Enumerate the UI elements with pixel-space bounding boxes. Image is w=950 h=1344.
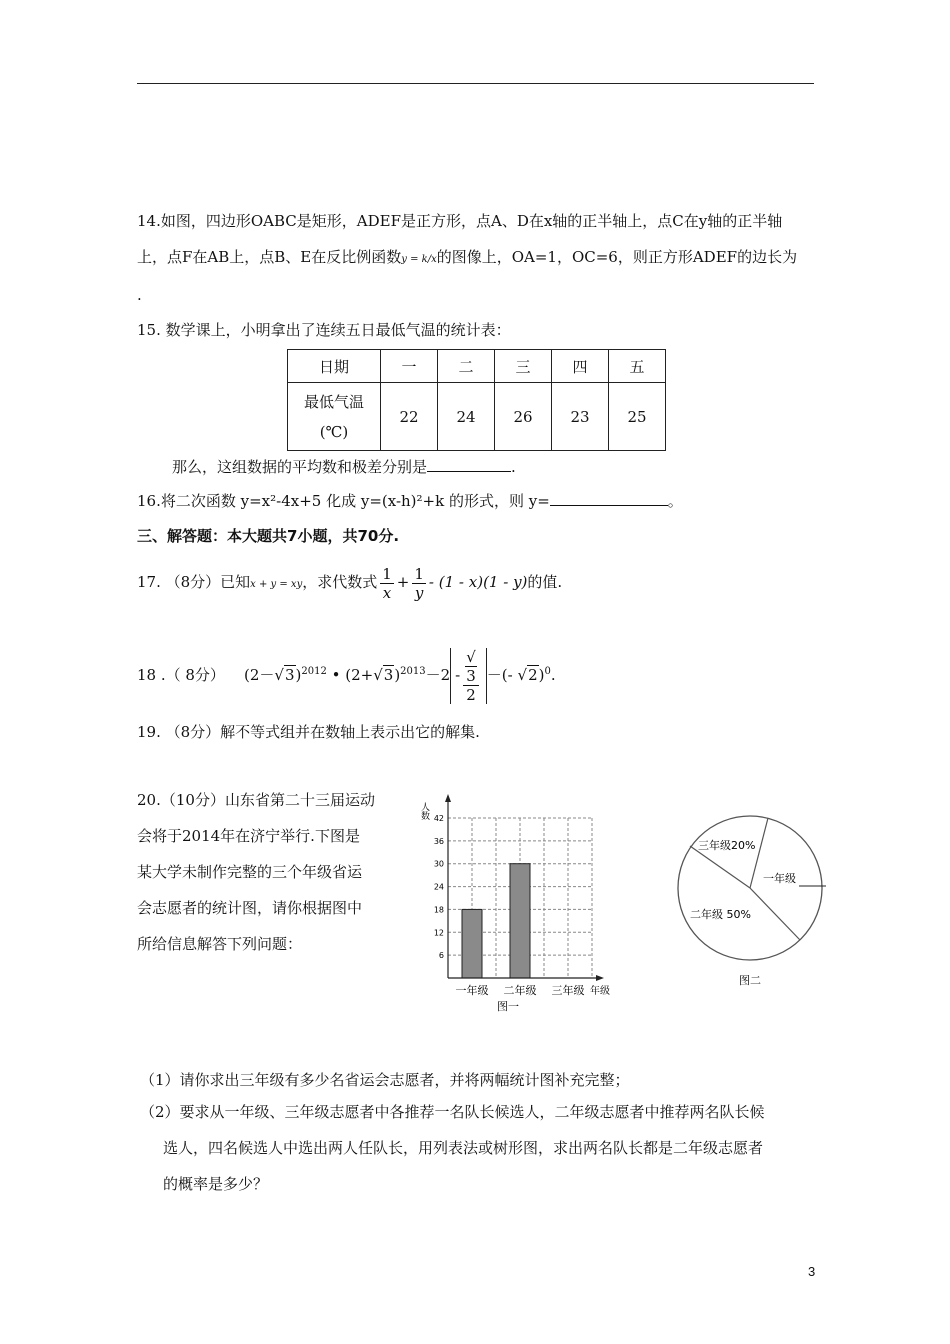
- chart-caption: 图二: [739, 974, 761, 987]
- y-tick-label: 30: [433, 859, 444, 869]
- q18-text: 18 .（ 8分） $(2-√3)^{2012}$ • $(2+√3)^{2013}-2$ - √ 3 2 －(- √2)$^0$.: [137, 648, 556, 704]
- table-day-cell: 二: [438, 350, 495, 383]
- x-axis-label: 年级: [590, 986, 610, 997]
- sqrt-3: √3: [274, 666, 295, 684]
- fraction-1-y: $\frac{1}{y}$: [414, 564, 424, 602]
- answer-blank: [427, 456, 511, 472]
- bar-chart: [410, 788, 630, 1018]
- chart-caption: 图一: [497, 1000, 519, 1013]
- bar-1: [462, 909, 482, 978]
- table-day-cell: 五: [609, 350, 666, 383]
- answer-blank: [550, 490, 668, 506]
- table-day-cell: 三: [495, 350, 552, 383]
- table-temp-cell: 26: [495, 383, 552, 451]
- table-row: [288, 350, 666, 383]
- x-axis-arrow: [596, 975, 604, 981]
- table-temp-cell: 24: [438, 383, 495, 451]
- q20-sub2-line: （2）要求从一年级、三年级志愿者中各推荐一名队长候选人，二年级志愿者中推荐两名队长候: [140, 1103, 765, 1121]
- header-rule: [137, 83, 814, 84]
- table-temp-cell: 22: [381, 383, 438, 451]
- y-tick-label: 12: [433, 928, 444, 938]
- page-number: 3: [808, 1264, 816, 1279]
- table-temp-cell: 25: [609, 383, 666, 451]
- x-category-label: 三年级: [551, 984, 585, 997]
- q17-text: 17. （8分）已知x + y = xy，求代数式 $\frac{1}{x}$ + $\frac{1}{y}$ - (1 - x)(1 - y)的值.: [137, 564, 563, 602]
- q20-sub2-line: 的概率是多少？: [163, 1175, 269, 1193]
- absolute-value: - √ 3 2: [450, 648, 487, 704]
- q14-line2: 上，点F在AB上，点B、E在反比例函数y = k/x的图像上，OA=1，OC=6，则正方形ADEF的边长为: [137, 248, 798, 266]
- q15-intro: 15. 数学课上，小明拿出了连续五日最低气温的统计表：: [137, 321, 511, 339]
- temperature-table: [287, 349, 666, 451]
- table-day-cell: 一: [381, 350, 438, 383]
- q20-line: 会将于2014年在济宁举行.下图是: [137, 827, 360, 845]
- pie-label-grade3: 三年级20%: [698, 839, 756, 852]
- q14-line1: 14.如图，四边形OABC是矩形，ADEF是正方形，点A、D在x轴的正半轴上，点C在y轴的正半轴: [137, 212, 783, 230]
- q17-condition: x + y = xy: [250, 579, 303, 590]
- q20-sub2-line: 选人，四名候选人中选出两人任队长，用列表法或树形图，求出两名队长都是二年级志愿者: [163, 1139, 764, 1157]
- q19-text: 19. （8分）解不等式组并在数轴上表示出它的解集.: [137, 723, 480, 741]
- q20-line: 所给信息解答下列问题：: [137, 935, 303, 953]
- table-temp-cell: 23: [552, 383, 609, 451]
- q20-line: 会志愿者的统计图，请你根据图中: [137, 899, 363, 917]
- q14-line3: .: [137, 286, 142, 304]
- fraction-1-x: $\frac{1}{x}$: [382, 564, 392, 602]
- table-row-label: 最低气温 (℃): [288, 383, 381, 451]
- section-heading: 三、解答题：本大题共7小题，共70分.: [137, 527, 400, 545]
- q20-sub1: （1）请你求出三年级有多少名省运会志愿者，并将两幅统计图补充完整；: [140, 1071, 630, 1089]
- y-tick-label: 6: [438, 951, 444, 961]
- q20-line: 20.（10分）山东省第二十三届运动: [137, 791, 375, 809]
- q16-text: 16.将二次函数 y=x²-4x+5 化成 y=(x-h)²+k 的形式，则 y= 。: [137, 492, 683, 510]
- pie-label-grade2: 二年级 50%: [690, 908, 751, 921]
- y-axis-label: 人数: [419, 802, 429, 820]
- q20-line: 某大学未制作完整的三个年级省运: [137, 863, 363, 881]
- pie-label-grade1: 一年级: [763, 872, 796, 885]
- q14-formula: y = k/x: [401, 254, 437, 265]
- y-tick-label: 24: [433, 882, 444, 892]
- sqrt-2: √2: [517, 666, 538, 684]
- y-tick-label: 42: [433, 814, 444, 823]
- bar-2: [510, 864, 530, 978]
- sqrt-3: √3: [373, 666, 394, 684]
- x-category-label: 一年级: [455, 984, 489, 997]
- pie-divider: [690, 846, 750, 888]
- pie-chart: [670, 808, 830, 994]
- y-axis-arrow: [445, 794, 451, 802]
- pie-divider: [750, 888, 800, 940]
- q15-after: 那么，这组数据的平均数和极差分别是 .: [172, 458, 516, 476]
- x-category-label: 二年级: [503, 984, 537, 997]
- y-tick-label: 36: [433, 836, 444, 846]
- table-header-cell: 日期: [288, 350, 381, 383]
- table-row: [288, 383, 666, 451]
- table-day-cell: 四: [552, 350, 609, 383]
- y-tick-label: 18: [433, 905, 444, 915]
- fraction-sqrt3-2: √ 3 2: [463, 648, 479, 704]
